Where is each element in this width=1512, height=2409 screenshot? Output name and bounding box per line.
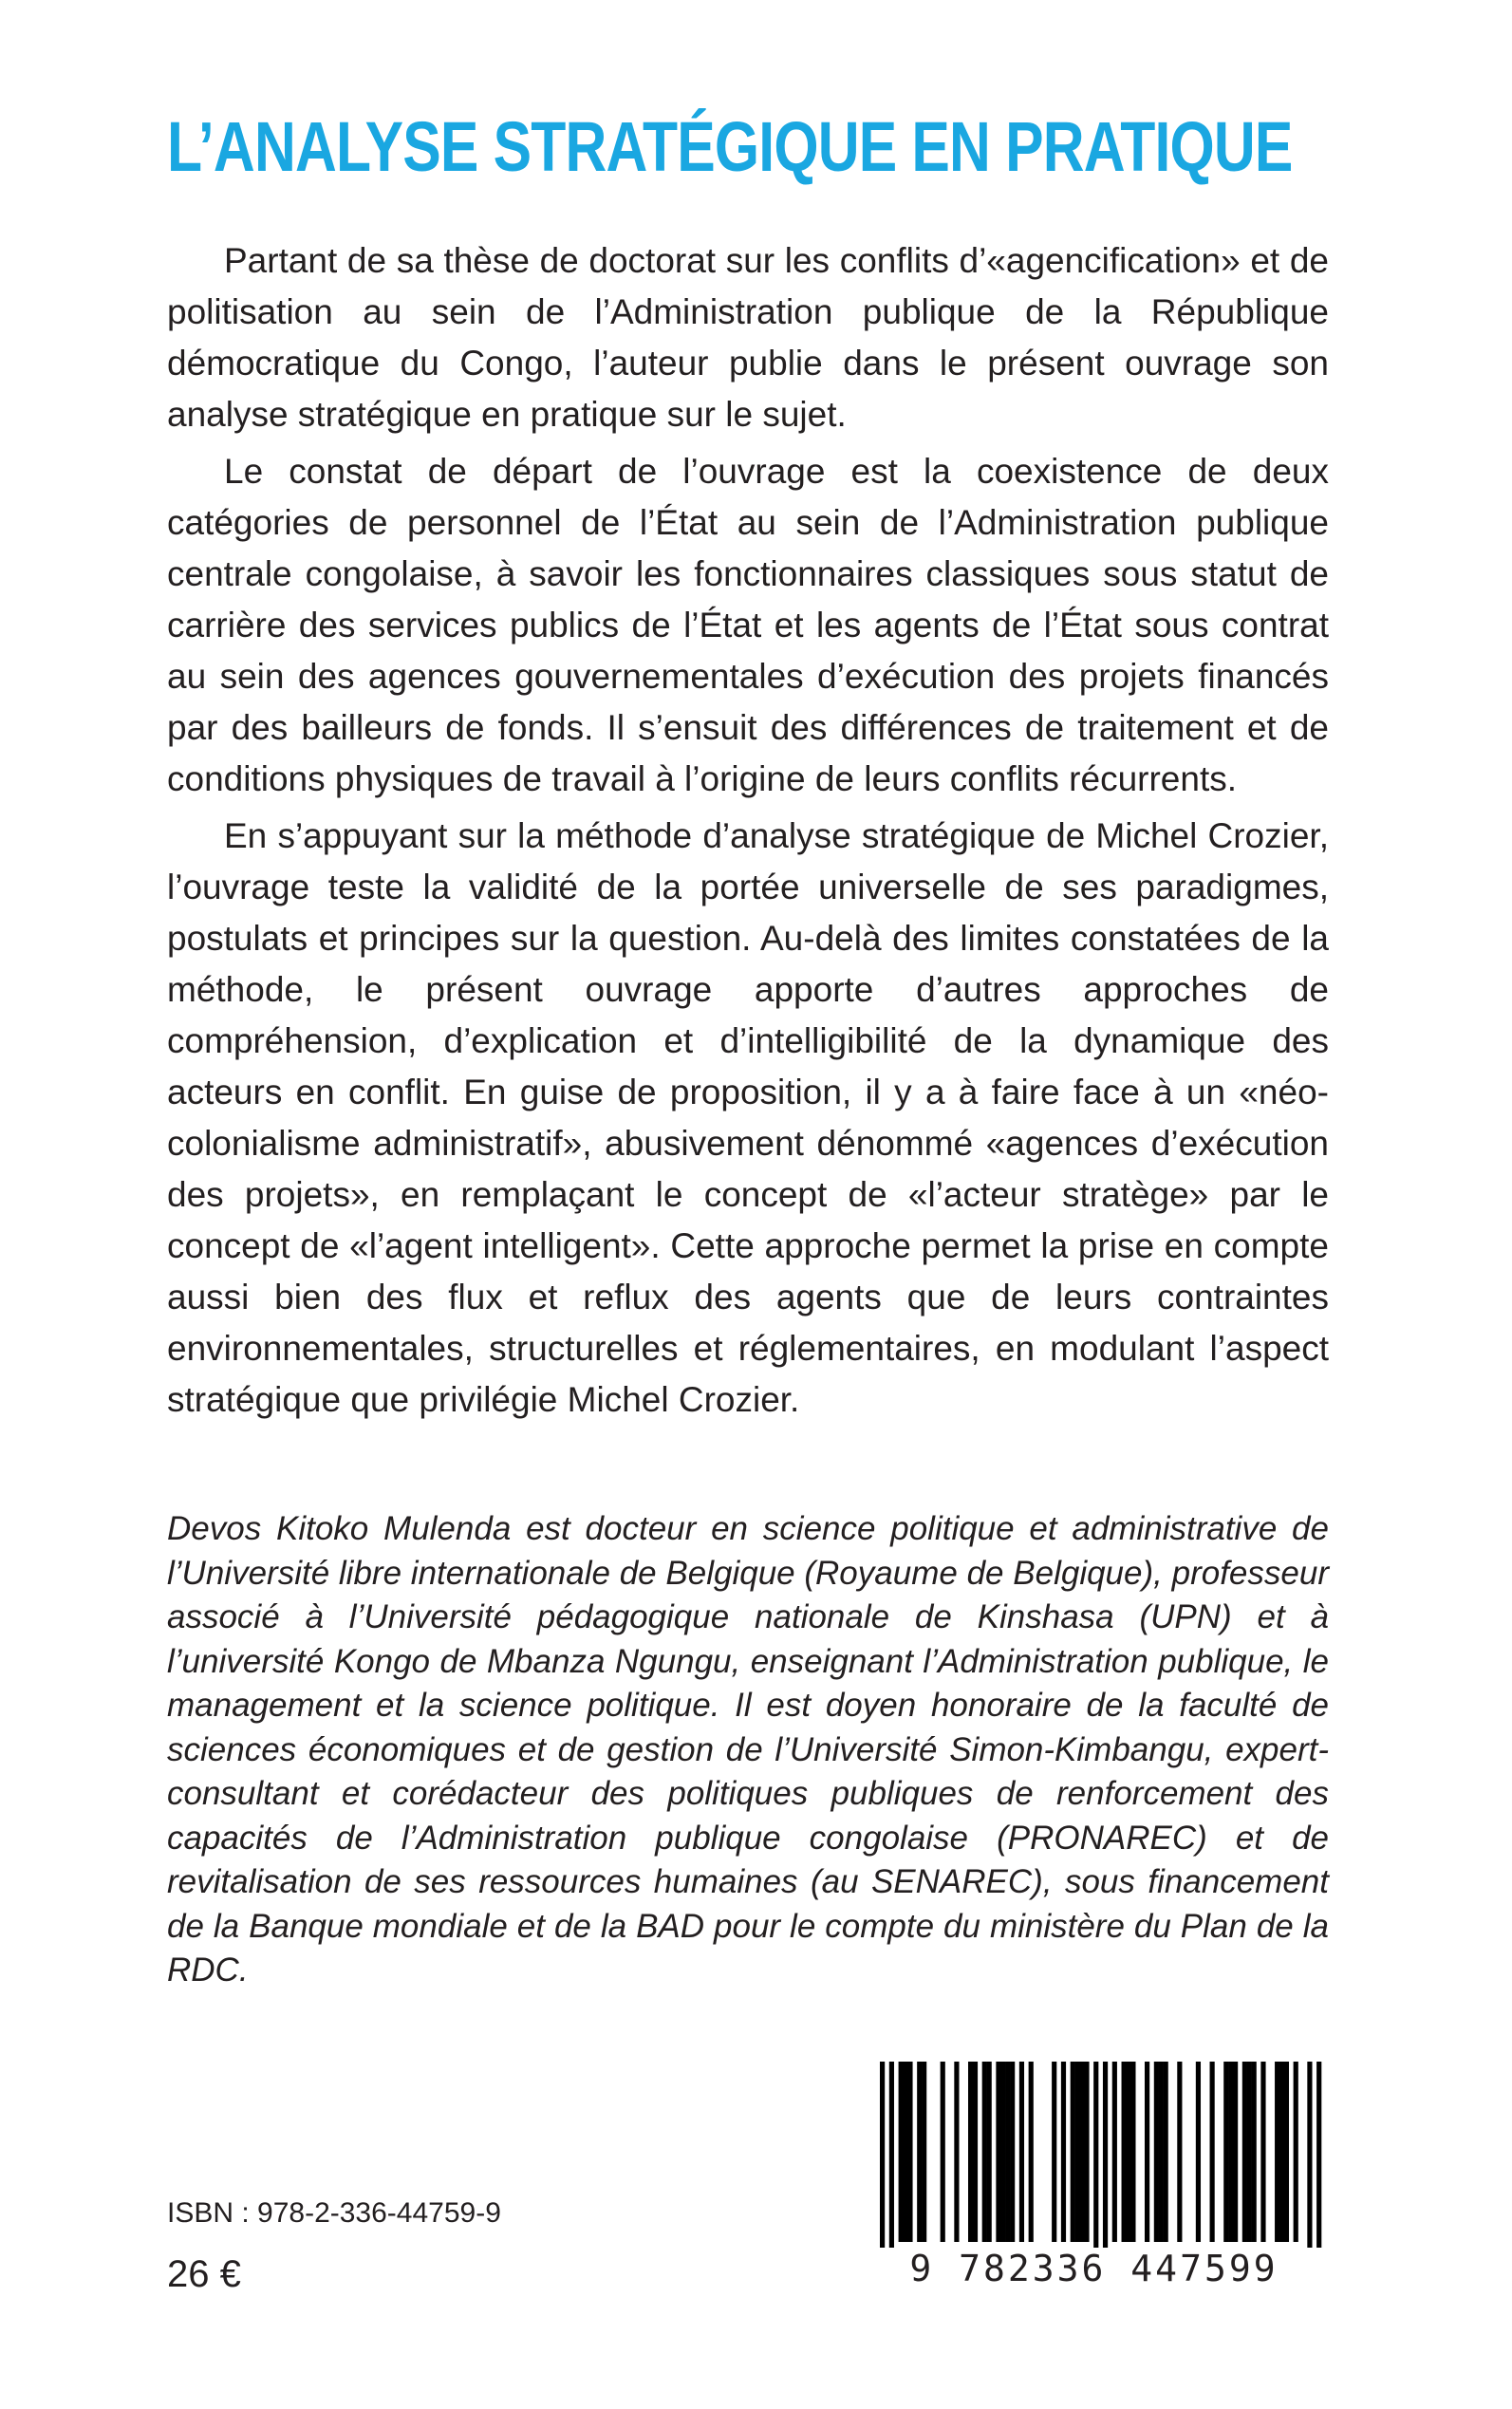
barcode-bar xyxy=(889,2062,894,2251)
barcode-bar xyxy=(1210,2062,1215,2242)
barcode-number: 9 782336 447599 xyxy=(859,2248,1329,2289)
barcode-bar xyxy=(954,2062,959,2242)
price: 26 € xyxy=(167,2253,241,2295)
summary-paragraph-1: Partant de sa thèse de doctorat sur les conflits d’«agencification» et de politisation au sein de l’Administration publique de la République démocratique du Congo, l’auteur publie dans le présent ouvrage son analyse stratégique en pratique sur le sujet. xyxy=(167,241,1329,434)
barcode-bar xyxy=(1252,2062,1257,2242)
barcode-bar xyxy=(1019,2062,1024,2242)
barcode-bar xyxy=(1010,2062,1015,2242)
barcode-bar xyxy=(1061,2062,1066,2242)
barcode-bar xyxy=(968,2062,973,2242)
barcode-bar xyxy=(907,2062,912,2242)
barcode-bar xyxy=(1112,2062,1117,2242)
barcode-bar xyxy=(1279,2062,1284,2242)
author-biography xyxy=(167,1507,1329,1993)
barcode-bar xyxy=(899,2062,904,2242)
barcode-bar xyxy=(1052,2062,1056,2242)
barcode-bar xyxy=(917,2062,922,2242)
book-summary xyxy=(167,235,1329,1431)
barcode-bar xyxy=(1159,2062,1164,2242)
barcode-bar xyxy=(1130,2062,1135,2242)
barcode-bar xyxy=(922,2062,926,2242)
author-name: Devos Kitoko Mulenda xyxy=(167,1510,512,1547)
barcode-bar xyxy=(1275,2062,1279,2242)
barcode-bar xyxy=(996,2062,1000,2242)
barcode-bar xyxy=(1000,2062,1005,2242)
barcode-bar xyxy=(1228,2062,1233,2242)
barcode-bar xyxy=(1223,2062,1228,2242)
barcode-bar xyxy=(1247,2062,1252,2242)
barcode-bar xyxy=(1005,2062,1010,2242)
barcode-bar xyxy=(1260,2062,1265,2242)
barcode-bar xyxy=(982,2062,987,2242)
barcode-bar xyxy=(987,2062,992,2242)
barcode-bar xyxy=(1284,2062,1289,2242)
barcode-bar xyxy=(1154,2062,1159,2242)
summary-paragraph-3: En s’appuyant sur la méthode d’analyse stratégique de Michel Crozier, l’ouvrage teste la validité de la portée universelle de ses paradigmes, postulats et principes sur la question. Au-delà des limites constatées de la méthode, le présent ouvrage apporte d’autres approches de compréhension, d’explication et d’intelligibilité de la dynamique des acteurs en conflit. En guise de proposition, il y a à faire face à un «néo-colonialisme administratif», abusivement dénommé «agences d’exécution des projets», en remplaçant le concept de «l’acteur stratège» par le concept de «l’agent intelligent». Cette approche permet la prise en compte aussi bien des flux et reflux des agents que de leurs contraintes environnementales, structurelles et réglementaires, en modulant l’aspect stratégique que privilégie Michel Crozier. xyxy=(167,816,1329,1419)
barcode-bar xyxy=(1075,2062,1080,2242)
barcode-bar xyxy=(1196,2062,1201,2242)
barcode-bar xyxy=(1316,2062,1321,2251)
barcode-bar xyxy=(903,2062,907,2242)
summary-paragraph-2: Le constat de départ de l’ouvrage est la coexistence de deux catégories de personnel de l’État au sein de l’Administration publique centrale congolaise, à savoir les fonctionnaires classiques sous statut de carrière des services publics de l’État et les agents de l’État sous contrat au sein des agences gouvernementales d’exécution des projets financés par des bailleurs de fonds. Il s’ensuit des différences de traitement et de conditions physiques de travail à l’origine de leurs conflits récurrents. xyxy=(167,452,1329,798)
barcode-bar xyxy=(1164,2062,1168,2242)
isbn: ISBN : 978-2-336-44759-9 xyxy=(167,2197,501,2229)
barcode-bar xyxy=(880,2062,885,2251)
book-title: L’ANALYSE STRATÉGIQUE EN PRATIQUE xyxy=(167,107,1293,186)
barcode-bar xyxy=(1145,2062,1149,2242)
barcode-bar xyxy=(1307,2062,1312,2251)
barcode-bar xyxy=(1242,2062,1247,2242)
barcode-bar xyxy=(1126,2062,1130,2242)
author-bio-text: est docteur en science politique et administrative de l’Université libre internationale de Belgique (Royaume de Belgique), professeur associé à l’Université pédagogique nationale de Kinshasa (UPN) et à l’université Kongo de Mbanza Ngungu, enseignant l’Administration publique, le management et la science politique. Il est doyen honoraire de la faculté de sciences économiques et de gestion de l’Université Simon-Kimbangu, expert-consultant et corédacteur des politiques publiques de renforcement des capacités de l’Administration publique congolaise (PRONAREC) et de revitalisation de ses ressources humaines (au SENAREC), sous financement de la Banque mondiale et de la BAD pour le compte du ministère du Plan de la RDC. xyxy=(167,1510,1329,1989)
barcode-bars-icon xyxy=(859,2062,1329,2251)
barcode-bar xyxy=(1071,2062,1075,2242)
barcode-bar xyxy=(1029,2062,1034,2242)
barcode-bar xyxy=(1233,2062,1238,2242)
barcode-bar xyxy=(1177,2062,1182,2242)
barcode-bar xyxy=(941,2062,945,2242)
barcode-bar xyxy=(1103,2062,1108,2251)
barcode-bar xyxy=(1294,2062,1298,2242)
barcode xyxy=(859,2062,1329,2308)
barcode-bar xyxy=(1084,2062,1089,2242)
barcode-bar xyxy=(1079,2062,1084,2242)
barcode-bar xyxy=(1122,2062,1127,2242)
barcode-bar xyxy=(1093,2062,1098,2251)
barcode-bar xyxy=(973,2062,978,2242)
